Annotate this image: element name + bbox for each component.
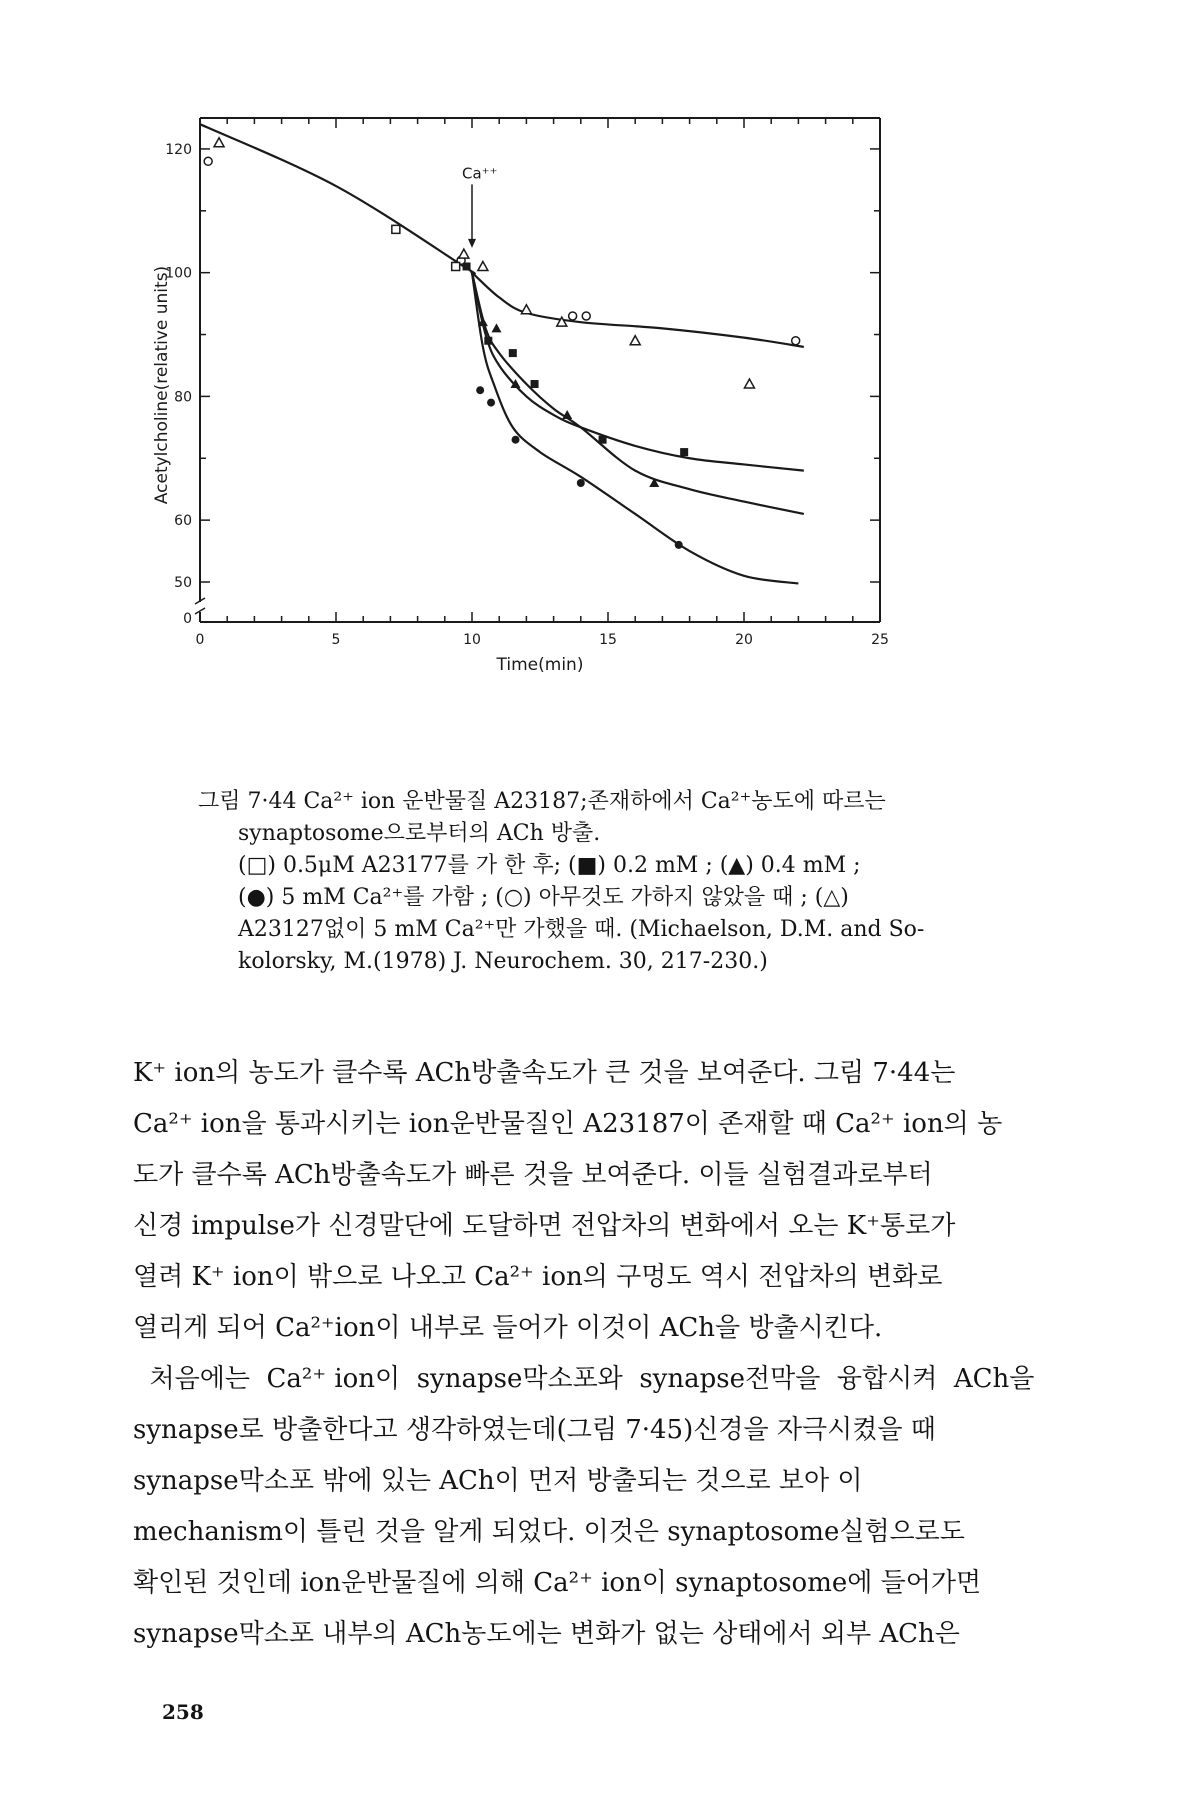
open-circle-marker xyxy=(792,337,800,345)
fit-curve xyxy=(200,124,804,347)
y-axis-label: Acetylcholine(relative units) xyxy=(152,265,172,505)
acetylcholine-chart xyxy=(150,110,1050,780)
figure-caption xyxy=(198,786,1048,978)
ca-annotation-label: Ca⁺⁺ xyxy=(462,164,498,183)
open-triangle-marker xyxy=(521,305,531,314)
open-circle-marker xyxy=(569,312,577,320)
y-tick-label: 60 xyxy=(174,513,192,530)
filled-triangle-marker xyxy=(562,410,572,419)
filled-square-marker xyxy=(531,380,539,388)
body-line: 처음에는 Ca²⁺ ion이 synapse막소포와 synapse전막을 융합시켜 ACh을 xyxy=(133,1364,1035,1394)
x-tick-label: 10 xyxy=(463,632,481,648)
fit-curve xyxy=(472,273,798,584)
filled-square-marker xyxy=(599,436,607,444)
caption-line-2: synaptosome으로부터의 ACh 방출. xyxy=(238,821,601,846)
open-square-marker xyxy=(452,262,460,270)
y-tick-label: 0 xyxy=(183,611,192,627)
filled-square-marker xyxy=(484,337,492,345)
filled-square-marker xyxy=(509,349,517,357)
body-line: 확인된 것인데 ion운반물질에 의해 Ca²⁺ ion이 synaptosome에 들어가면 xyxy=(133,1568,982,1598)
page-number: 258 xyxy=(162,1700,204,1724)
open-circle-marker xyxy=(204,157,212,165)
open-square-marker xyxy=(392,225,400,233)
body-line: mechanism이 틀린 것을 알게 되었다. 이것은 synaptosome실험으로도 xyxy=(133,1517,965,1547)
fit-curve xyxy=(472,273,804,471)
filled-circle-marker xyxy=(577,479,585,487)
caption-line-1: 그림 7·44 Ca²⁺ ion 운반물질 A23187;존재하에서 Ca²⁺농도에 따르는 xyxy=(198,789,886,814)
body-line: synapse로 방출한다고 생각하였는데(그림 7·45)신경을 자극시켰을 때 xyxy=(133,1415,936,1445)
caption-line-5: A23127없이 5 mM Ca²⁺만 가했을 때. (Michaelson, D.M. and So- xyxy=(238,917,925,942)
y-tick-label: 100 xyxy=(165,265,192,282)
filled-circle-marker xyxy=(487,399,495,407)
filled-circle-marker xyxy=(476,386,484,394)
open-triangle-marker xyxy=(744,379,754,388)
open-triangle-marker xyxy=(630,336,640,345)
open-triangle-marker xyxy=(478,261,488,270)
filled-triangle-marker xyxy=(491,323,501,332)
x-tick-label: 5 xyxy=(331,632,341,648)
caption-line-6: kolorsky, M.(1978) J. Neurochem. 30, 217-230.) xyxy=(238,949,768,974)
body-line: Ca²⁺ ion을 통과시키는 ion운반물질인 A23187이 존재할 때 Ca²⁺ ion의 농 xyxy=(133,1109,1003,1139)
body-line: 도가 클수록 ACh방출속도가 빠른 것을 보여준다. 이들 실험결과로부터 xyxy=(133,1160,933,1190)
x-tick-label: 20 xyxy=(735,632,753,648)
ca-arrow-head-icon xyxy=(468,239,476,248)
x-tick-label: 25 xyxy=(871,632,889,648)
body-line: 열리게 되어 Ca²⁺ion이 내부로 들어가 이것이 ACh을 방출시킨다. xyxy=(133,1313,883,1343)
open-circle-marker xyxy=(582,312,590,320)
open-triangle-marker xyxy=(214,138,224,147)
body-line: 열려 K⁺ ion이 밖으로 나오고 Ca²⁺ ion의 구멍도 역시 전압차의 변화로 xyxy=(133,1262,943,1292)
y-tick-label: 80 xyxy=(174,389,192,406)
y-tick-label: 120 xyxy=(165,141,192,158)
filled-square-marker xyxy=(680,448,688,456)
axis-break-mark xyxy=(195,598,205,614)
x-tick-label: 15 xyxy=(599,632,617,648)
caption-line-3: (□) 0.5μM A23177를 가 한 후; (■) 0.2 mM ; (▲) 0.4 mM ; xyxy=(238,853,861,878)
body-line: 신경 impulse가 신경말단에 도달하면 전압차의 변화에서 오는 K⁺통로가 xyxy=(133,1211,956,1241)
body-text xyxy=(133,1048,1063,1660)
x-axis-label: Time(min) xyxy=(496,655,584,675)
body-line: synapse막소포 밖에 있는 ACh이 먼저 방출되는 것으로 보아 이 xyxy=(133,1466,863,1496)
y-tick-label: 50 xyxy=(174,575,192,591)
open-triangle-marker xyxy=(459,249,469,258)
filled-circle-marker xyxy=(512,436,520,444)
x-tick-label: 0 xyxy=(195,632,205,648)
body-line: K⁺ ion의 농도가 클수록 ACh방출속도가 큰 것을 보여준다. 그림 7·44는 xyxy=(133,1058,956,1088)
filled-circle-marker xyxy=(675,541,683,549)
caption-line-4: (●) 5 mM Ca²⁺를 가함 ; (○) 아무것도 가하지 않았을 때 ; (△) xyxy=(238,885,849,910)
body-line: synapse막소포 내부의 ACh농도에는 변화가 없는 상태에서 외부 ACh은 xyxy=(133,1619,960,1649)
